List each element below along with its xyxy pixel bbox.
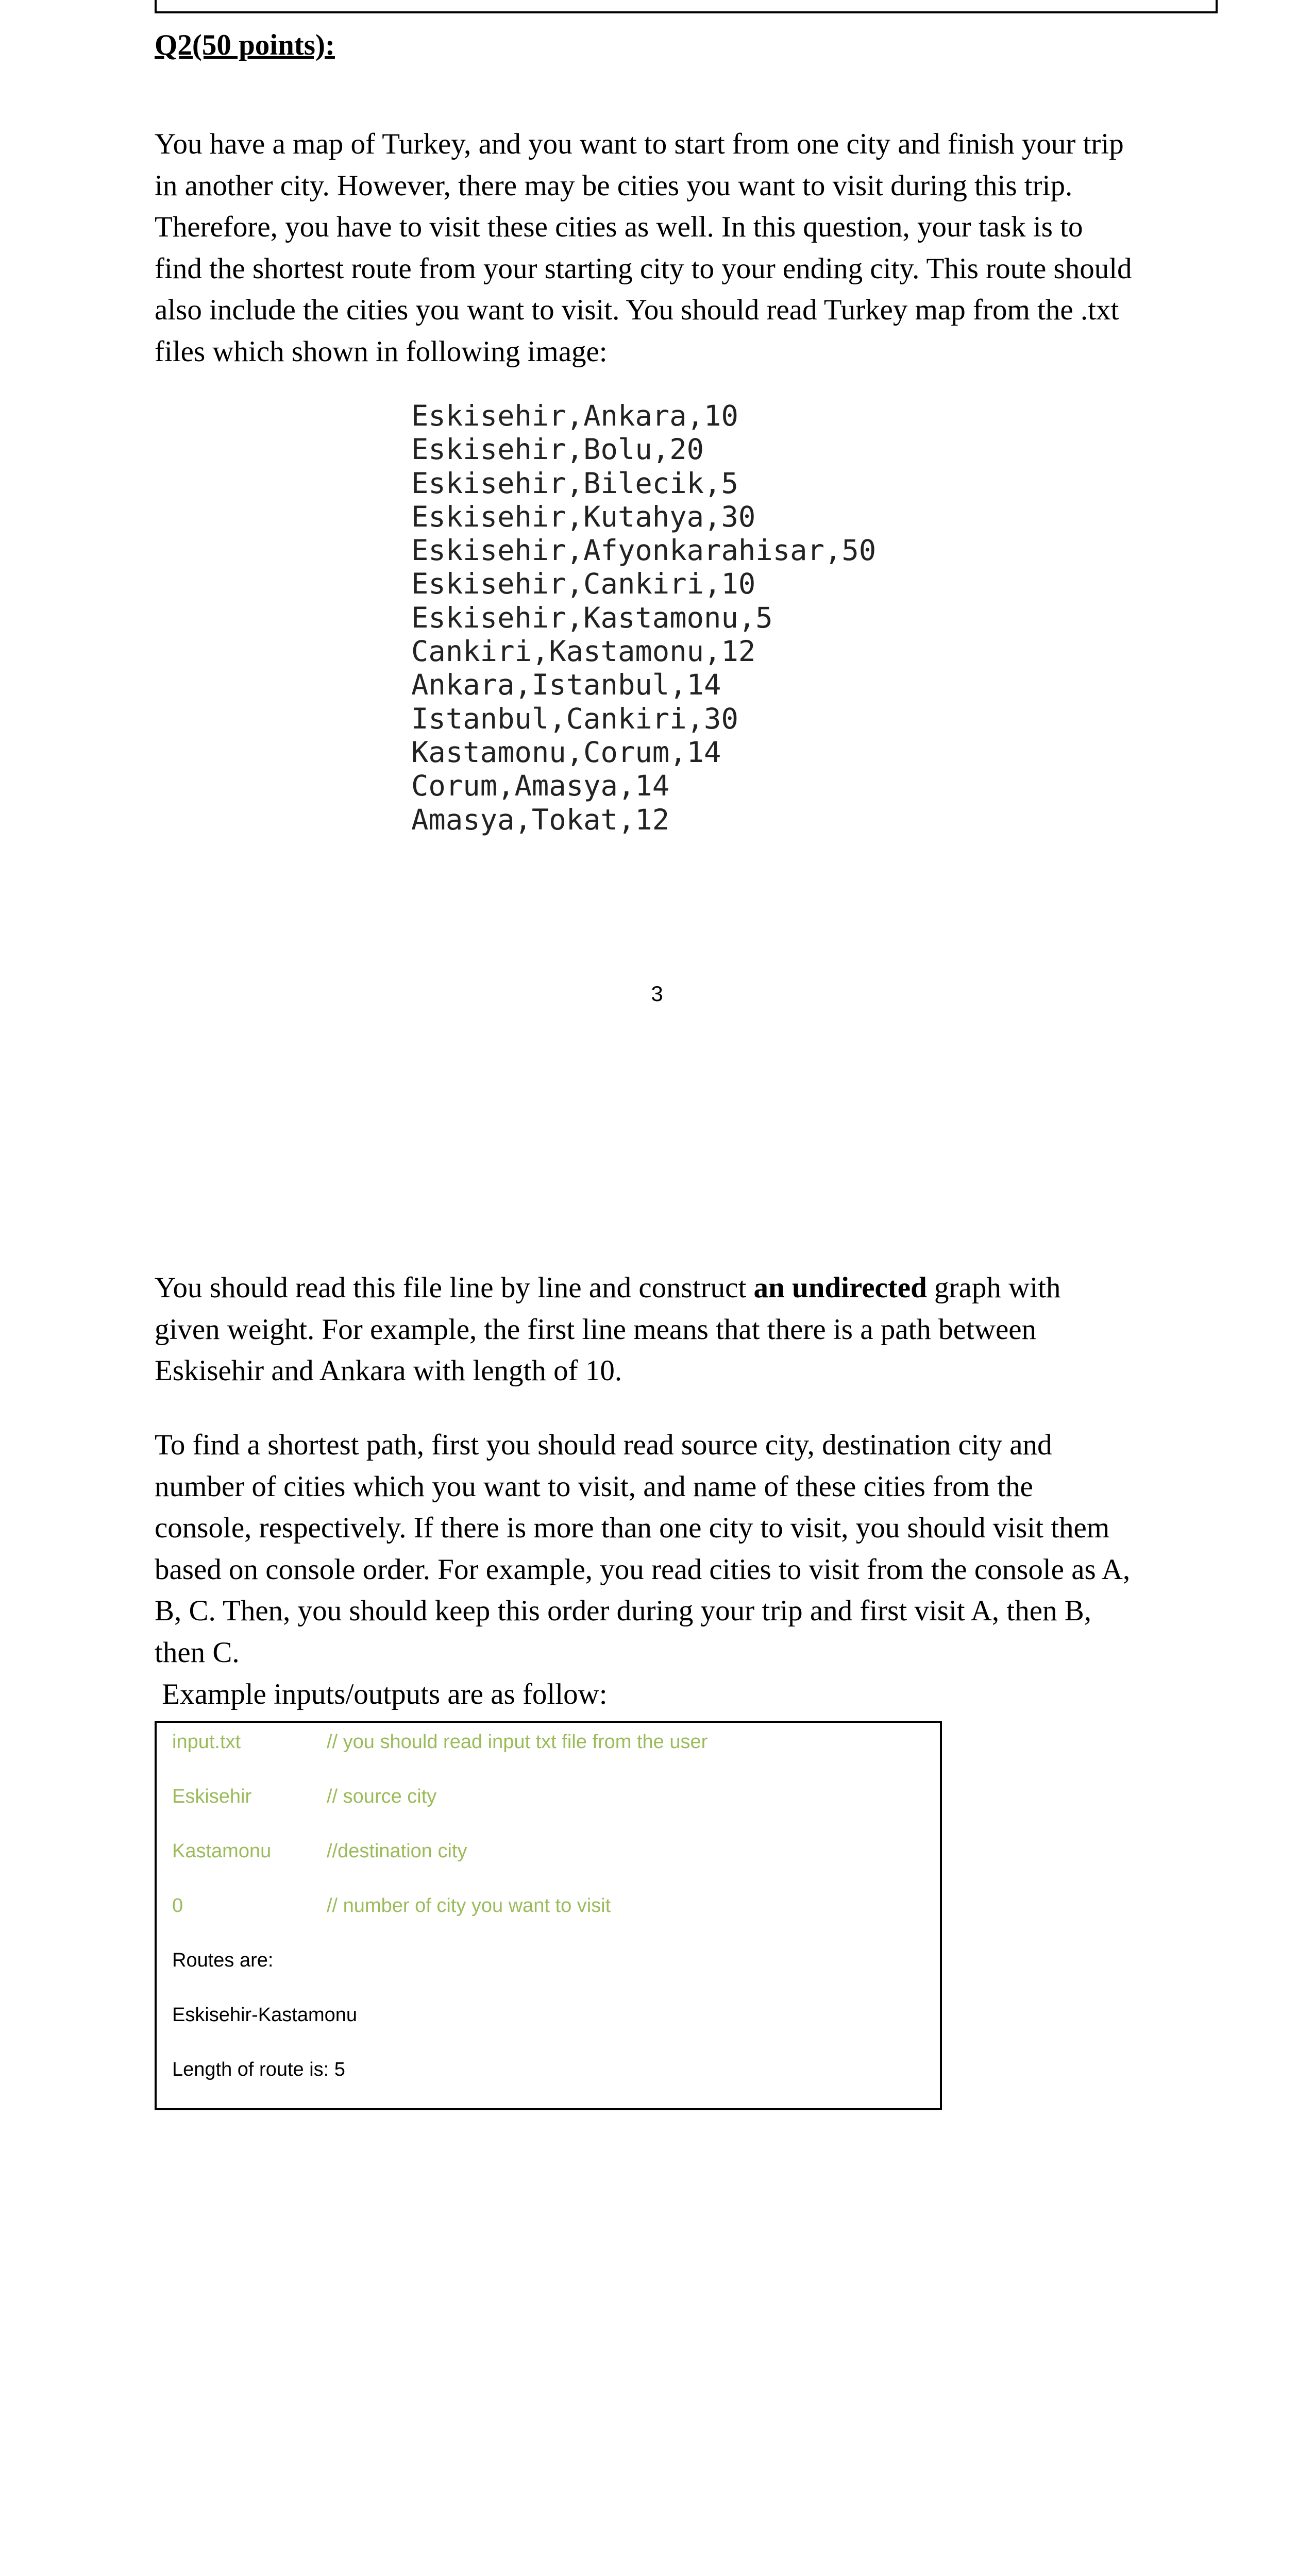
path-line: B, C. Then, you should keep this order during your trip and first visit A, then B, (155, 1595, 1092, 1628)
graph-line-bold: an undirected (753, 1272, 927, 1304)
map-line: Istanbul,Cankiri,30 (411, 702, 738, 736)
path-line: console, respectively. If there is more than one city to visit, you should visit them (155, 1512, 1110, 1545)
map-line: Eskisehir,Kutahya,30 (411, 500, 756, 534)
map-line: Eskisehir,Bolu,20 (411, 433, 704, 467)
graph-line-post: graph with (926, 1272, 1061, 1304)
intro-line: Therefore, you have to visit these cities as well. In this question, your task is to (155, 211, 1083, 244)
path-line: then C. (155, 1636, 240, 1669)
map-line: Corum,Amasya,14 (411, 769, 670, 803)
intro-line: also include the cities you want to visit. You should read Turkey map from the .txt (155, 294, 1119, 327)
route-output: Eskisehir-Kastamonu (172, 2004, 358, 2026)
path-line: number of cities which you want to visit, and name of these cities from the (155, 1470, 1033, 1503)
graph-line (155, 1267, 1165, 1309)
map-line: Cankiri,Kastamonu,12 (411, 635, 756, 669)
input-value: Kastamonu (172, 1840, 272, 1862)
graph-paragraph (155, 1267, 1165, 1392)
graph-line: given weight. For example, the first line means that there is a path between (155, 1313, 1037, 1346)
input-value: 0 (172, 1895, 183, 1917)
shortest-path-paragraph (155, 1425, 1165, 1715)
graph-line-pre: You should read this file line by line and construct (155, 1272, 754, 1304)
graph-line: Eskisehir and Ankara with length of 10. (155, 1354, 622, 1387)
input-value: input.txt (172, 1731, 241, 1753)
map-file-listing (411, 399, 876, 837)
input-value: Eskisehir (172, 1786, 252, 1807)
page-number: 3 (651, 981, 663, 1006)
input-comment: // source city (327, 1786, 437, 1807)
top-box-border (155, 0, 1218, 13)
map-line: Ankara,Istanbul,14 (411, 668, 721, 702)
intro-line: You have a map of Turkey, and you want to start from one city and finish your trip (155, 128, 1124, 160)
path-line: To find a shortest path, first you should read source city, destination city and (155, 1429, 1052, 1461)
intro-paragraph (155, 124, 1165, 373)
path-line: Example inputs/outputs are as follow: (155, 1677, 608, 1710)
map-line: Eskisehir,Bilecik,5 (411, 466, 738, 500)
input-comment: // you should read input txt file from the user (327, 1731, 708, 1753)
map-line: Eskisehir,Ankara,10 (411, 399, 738, 433)
map-line: Eskisehir,Kastamonu,5 (411, 601, 773, 635)
route-length: Length of route is: 5 (172, 2059, 345, 2080)
intro-line: in another city. However, there may be cities you want to visit during this trip. (155, 169, 1073, 202)
map-line: Kastamonu,Corum,14 (411, 735, 721, 769)
map-line: Amasya,Tokat,12 (411, 803, 670, 837)
input-comment: //destination city (327, 1840, 467, 1862)
question-heading: Q2(50 points): (155, 29, 335, 61)
routes-label: Routes are: (172, 1950, 274, 1971)
intro-line: files which shown in following image: (155, 335, 608, 368)
example-box-1 (155, 1721, 942, 2110)
map-line: Eskisehir,Afyonkarahisar,50 (411, 534, 877, 568)
path-line: based on console order. For example, you read cities to visit from the console as A, (155, 1553, 1131, 1586)
intro-line: find the shortest route from your starting city to your ending city. This route should (155, 252, 1132, 285)
input-comment: // number of city you want to visit (327, 1895, 611, 1917)
map-line: Eskisehir,Cankiri,10 (411, 567, 756, 601)
